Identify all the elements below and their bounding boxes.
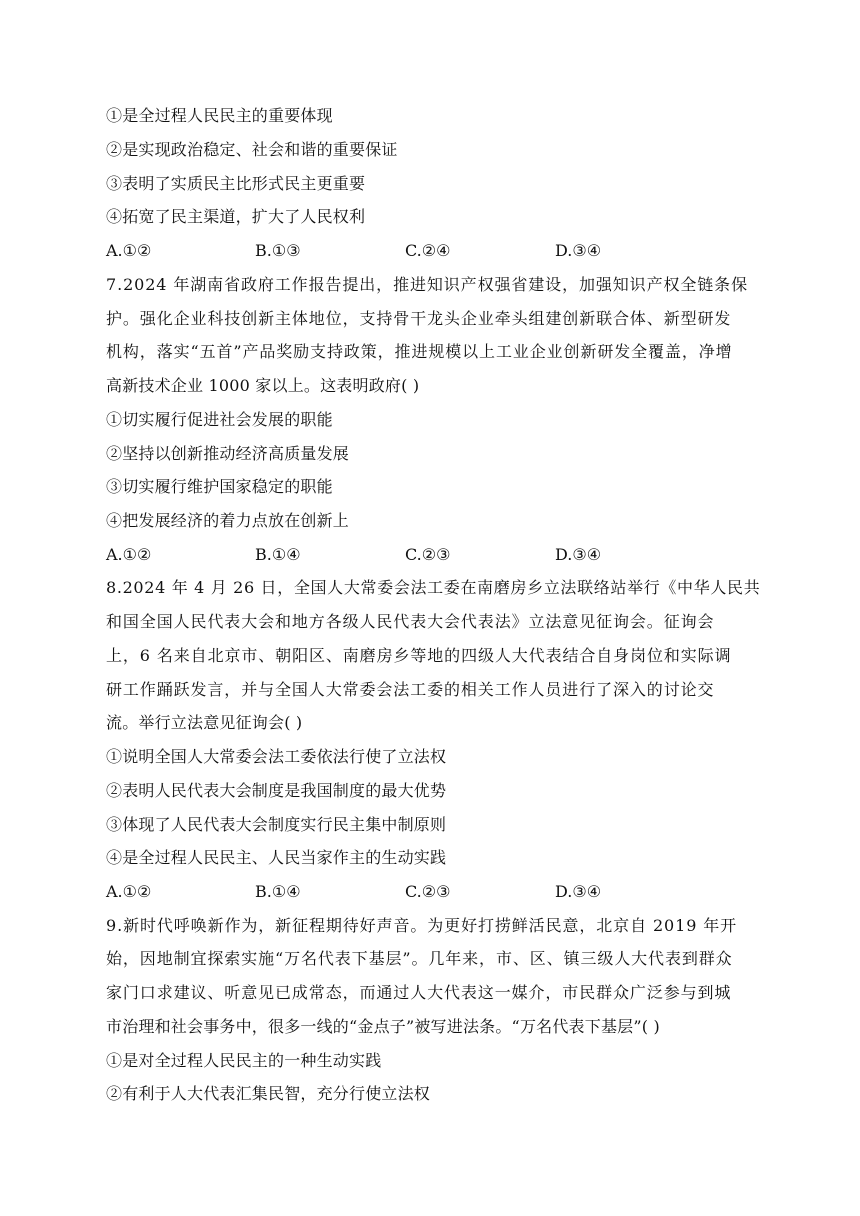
q8-stem-line-5: 流。举行立法意见征询会( ) bbox=[106, 713, 303, 732]
q6-option-b: B.①③ bbox=[255, 241, 301, 260]
q7-item-1: ①切实履行促进社会发展的职能 bbox=[106, 410, 333, 429]
q8-item-2: ②表明人民代表大会制度是我国制度的最大优势 bbox=[106, 781, 447, 800]
q7-option-c: C.②③ bbox=[405, 545, 451, 564]
q9-stem-line-1: 9.新时代呼唤新作为，新征程期待好声音。为更好打捞鲜活民意，北京自 2019 年开 bbox=[106, 916, 738, 935]
q9-stem-line-4: 市治理和社会事务中，很多一线的“金点子”被写进法条。“万名代表下基层”( ) bbox=[106, 1017, 660, 1036]
q9-stem-line-3: 家门口求建议、听意见已成常态，而通过人大代表这一媒介，市民群众广泛参与到城 bbox=[106, 983, 732, 1002]
q7-stem-line-3: 机构，落实“五首”产品奖励支持政策，推进规模以上工业企业创新研发全覆盖，净增 bbox=[106, 342, 733, 361]
q6-item-2: ②是实现政治稳定、社会和谐的重要保证 bbox=[106, 140, 398, 159]
q9-stem-line-2: 始，因地制宜探索实施“万名代表下基层”。几年来，市、区、镇三级人大代表到群众 bbox=[106, 949, 733, 968]
q8-stem-line-3: 上，6 名来自北京市、朝阳区、南磨房乡等地的四级人大代表结合自身岗位和实际调 bbox=[106, 646, 732, 665]
q8-stem-line-1: 8.2024 年 4 月 26 日，全国人大常委会法工委在南磨房乡立法联络站举行《中华人民共 bbox=[106, 578, 761, 597]
q8-item-1: ①说明全国人大常委会法工委依法行使了立法权 bbox=[106, 747, 447, 766]
q6-option-c: C.②④ bbox=[405, 241, 451, 260]
q7-stem-line-1: 7.2024 年湖南省政府工作报告提出，推进知识产权强省建设，加强知识产权全链条保 bbox=[106, 275, 748, 294]
q9-item-1: ①是对全过程人民民主的一种生动实践 bbox=[106, 1051, 382, 1070]
q7-option-d: D.③④ bbox=[555, 545, 602, 564]
q8-stem-line-4: 研工作踊跃发言，并与全国人大常委会法工委的相关工作人员进行了深入的讨论交 bbox=[106, 680, 715, 699]
q8-stem-line-2: 和国全国人民代表大会和地方各级人民代表大会代表法》立法意见征询会。征询会 bbox=[106, 612, 715, 631]
q7-option-a: A.①② bbox=[106, 545, 152, 564]
q7-item-2: ②坚持以创新推动经济高质量发展 bbox=[106, 444, 350, 463]
q8-option-a: A.①② bbox=[106, 882, 152, 901]
q8-option-c: C.②③ bbox=[405, 882, 451, 901]
q8-option-b: B.①④ bbox=[255, 882, 301, 901]
q6-item-1: ①是全过程人民民主的重要体现 bbox=[106, 106, 333, 125]
q6-item-4: ④拓宽了民主渠道，扩大了人民权利 bbox=[106, 207, 366, 226]
q7-stem-line-2: 护。强化企业科技创新主体地位，支持骨干龙头企业牵头组建创新联合体、新型研发 bbox=[106, 309, 732, 328]
q7-item-4: ④把发展经济的着力点放在创新上 bbox=[106, 511, 350, 530]
q9-item-2: ②有利于人大代表汇集民智，充分行使立法权 bbox=[106, 1084, 431, 1103]
q6-option-a: A.①② bbox=[106, 241, 152, 260]
q7-option-b: B.①④ bbox=[255, 545, 301, 564]
q6-item-3: ③表明了实质民主比形式民主更重要 bbox=[106, 174, 366, 193]
q8-item-3: ③体现了人民代表大会制度实行民主集中制原则 bbox=[106, 815, 447, 834]
q7-stem-line-4: 高新技术企业 1000 家以上。这表明政府( ) bbox=[106, 376, 420, 395]
q6-option-d: D.③④ bbox=[555, 241, 602, 260]
q8-item-4: ④是全过程人民民主、人民当家作主的生动实践 bbox=[106, 848, 447, 867]
q8-option-d: D.③④ bbox=[555, 882, 602, 901]
q7-item-3: ③切实履行维护国家稳定的职能 bbox=[106, 477, 333, 496]
